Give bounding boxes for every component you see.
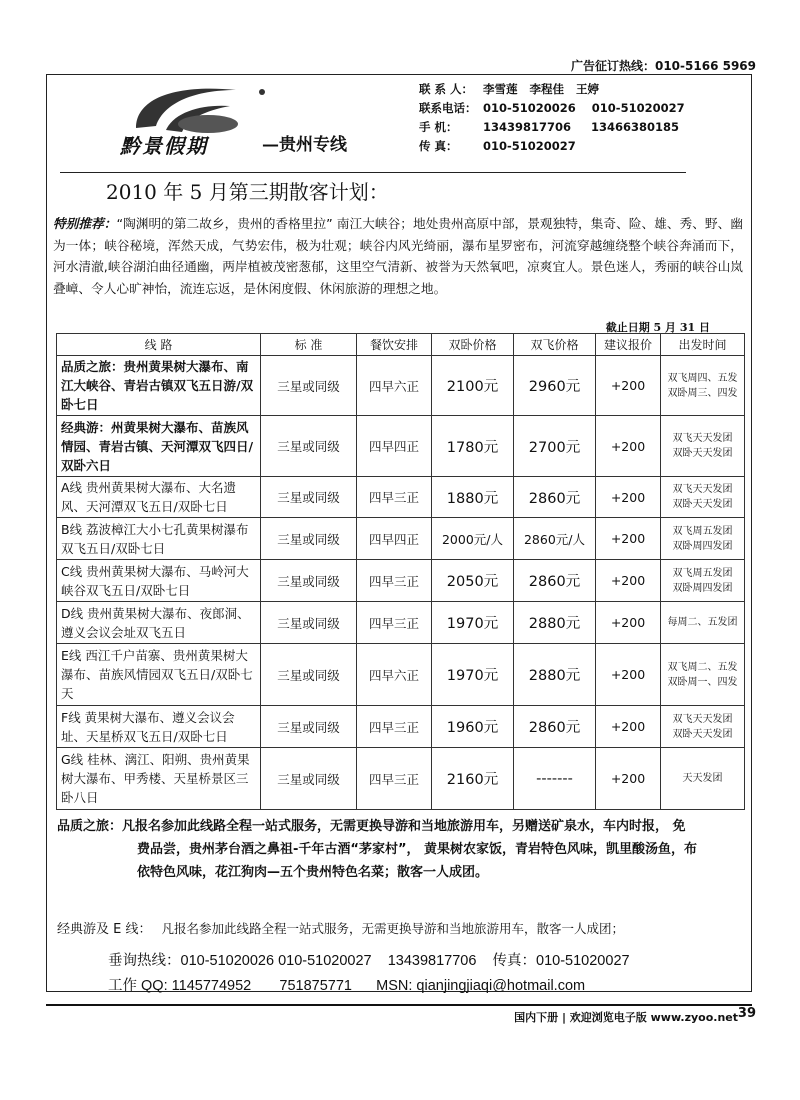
- footer-divider: [46, 1004, 752, 1006]
- route-name: E线 西江千户苗寨、贵州黄果树大瀑布、苗族风情园双飞五日/双卧七天: [57, 644, 261, 706]
- sleeper-price: 2100元: [432, 356, 514, 416]
- sleeper-price: 1880元: [432, 477, 514, 518]
- flight-price: 2700元: [514, 416, 596, 477]
- suggest-price: +200: [596, 477, 661, 518]
- logo-special-line: —贵州专线: [262, 135, 347, 155]
- quality-notes-text: 凡报名参加此线路全程一站式服务，无需更换导游和当地旅游用车，另赠送矿泉水，车内时报， 免费品尝，贵州茅台酒之鼻祖-千年古酒“茅家村”， 黄果树农家饭，青岩特色风味，凯里酸汤鱼，布依特色风味，花江狗肉—五个贵州特色名菜；散客一人成团。: [122, 819, 698, 880]
- meals-cell: 四早六正: [357, 356, 432, 416]
- bottom-contact: [108, 949, 630, 999]
- standard-cell: 三星或同级: [261, 416, 357, 477]
- table-row: [57, 356, 745, 416]
- hotline-line: 垂询热线：010-51020026 010-51020027 13439817706 传真：010-51020027: [108, 953, 630, 969]
- footer-text: 国内下册 | 欢迎浏览电子版 www.zyoo.net: [514, 1011, 738, 1024]
- classic-notes-label: 经典游及 E 线：: [57, 922, 152, 937]
- departure-line: 双飞天天发团: [672, 433, 733, 444]
- meals-cell: 四早四正: [357, 416, 432, 477]
- qq-msn-line: 工作 QQ: 1145774952 751875771 MSN: qianjingjiaqi@hotmail.com: [108, 978, 586, 994]
- logo-mark-icon: [126, 80, 266, 136]
- sleeper-price: 1960元: [432, 706, 514, 748]
- contact-label: 联系电话：: [419, 101, 477, 115]
- header-flight-price: 双飞价格: [514, 334, 596, 356]
- departure-line: 双飞周五发团: [672, 567, 733, 579]
- sleeper-price: 1970元: [432, 602, 514, 644]
- page-title: 2010 年 5 月第三期散客计划：: [106, 180, 389, 204]
- flight-price: 2960元: [514, 356, 596, 416]
- meals-cell: 四早三正: [357, 706, 432, 748]
- departure-cell: [661, 706, 745, 748]
- quality-notes-body: [57, 815, 697, 884]
- meals-cell: 四早六正: [357, 644, 432, 706]
- flight-price: 2860元/人: [514, 518, 596, 560]
- route-name: B线 荔波樟江大小七孔黄果树瀑布双飞五日/双卧七日: [57, 518, 261, 560]
- route-name: D线 贵州黄果树大瀑布、夜郎洞、遵义会议会址双飞五日: [57, 602, 261, 644]
- header-route: 线 路: [57, 334, 261, 356]
- departure-line: 双卧天天发团: [672, 499, 733, 510]
- departure-line: 双飞周二、五发: [667, 661, 738, 673]
- table-row: [57, 477, 745, 518]
- departure-cell: [661, 356, 745, 416]
- table-row: [57, 706, 745, 748]
- sleeper-price: 2050元: [432, 560, 514, 602]
- route-name: A线 贵州黄果树大瀑布、大名遗风、天河潭双飞五日/双卧七日: [57, 477, 261, 518]
- departure-line: 双飞天天发团: [672, 713, 733, 725]
- contact-row: [419, 80, 685, 99]
- suggest-price: +200: [596, 560, 661, 602]
- departure-cell: [661, 602, 745, 644]
- meals-cell: 四早三正: [357, 602, 432, 644]
- contact-row: [419, 137, 685, 156]
- contact-label: 传 真：: [419, 139, 458, 153]
- route-name: F线 黄果树大瀑布、遵义会议会址、天星桥双飞五日/双卧七日: [57, 706, 261, 748]
- departure-line: 双卧周三、四发: [667, 387, 738, 399]
- departure-cell: [661, 416, 745, 477]
- quality-notes: [57, 815, 697, 884]
- meals-cell: 四早四正: [357, 518, 432, 560]
- standard-cell: 三星或同级: [261, 706, 357, 748]
- title-divider: [60, 172, 686, 173]
- standard-cell: 三星或同级: [261, 748, 357, 810]
- suggest-price: +200: [596, 706, 661, 748]
- departure-cell: [661, 518, 745, 560]
- departure-line: 双卧天天发团: [672, 728, 733, 740]
- header-standard: 标 准: [261, 334, 357, 356]
- classic-notes: [57, 918, 624, 937]
- recommend-label: 特别推荐：: [53, 216, 117, 231]
- contact-label: 联 系 人：: [419, 82, 474, 96]
- classic-notes-text: 凡报名参加此线路全程一站式服务，无需更换导游和当地旅游用车，散客一人成团；: [161, 921, 624, 936]
- contact-value: 010-51020026 010-51020027: [483, 101, 685, 115]
- sleeper-price: 1970元: [432, 644, 514, 706]
- table-row: [57, 416, 745, 477]
- departure-line: 双卧天天发团: [672, 448, 733, 459]
- meals-cell: 四早三正: [357, 477, 432, 518]
- route-name: G线 桂林、漓江、阳朔、贵州黄果树大瀑布、甲秀楼、天星桥景区三卧八日: [57, 748, 261, 810]
- contact-row: [419, 99, 685, 118]
- suggest-price: +200: [596, 748, 661, 810]
- sleeper-price: 2000元/人: [432, 518, 514, 560]
- standard-cell: 三星或同级: [261, 560, 357, 602]
- contact-value: 010-51020027: [483, 139, 576, 153]
- contact-label: 手 机：: [419, 120, 458, 134]
- deadline: 截止日期 5 月 31 日: [605, 321, 710, 334]
- flight-price: -------: [514, 748, 596, 810]
- header-suggest-price: 建议报价: [596, 334, 661, 356]
- standard-cell: 三星或同级: [261, 477, 357, 518]
- quality-notes-label: 品质之旅：: [57, 819, 123, 834]
- departure-line: 双飞周四、五发: [667, 372, 738, 384]
- suggest-price: +200: [596, 602, 661, 644]
- contact-row: [419, 118, 685, 137]
- ad-hotline: 广告征订热线：010-5166 5969: [570, 59, 756, 73]
- table-row: [57, 748, 745, 810]
- contact-block: [419, 80, 685, 156]
- route-name: 经典游：州黄果树大瀑布、苗族风情园、青岩古镇、天河潭双飞四日/双卧六日: [57, 416, 261, 477]
- meals-cell: 四早三正: [357, 560, 432, 602]
- flight-price: 2880元: [514, 602, 596, 644]
- departure-line: 双卧周一、四发: [667, 676, 738, 688]
- standard-cell: 三星或同级: [261, 602, 357, 644]
- route-table: [56, 333, 745, 810]
- route-name: 品质之旅：贵州黄果树大瀑布、南江大峡谷、青岩古镇双飞五日游/双卧七日: [57, 356, 261, 416]
- meals-cell: 四早三正: [357, 748, 432, 810]
- departure-line: 双卧周四发团: [672, 540, 733, 552]
- departure-line: 天天发团: [682, 773, 723, 784]
- sleeper-price: 1780元: [432, 416, 514, 477]
- standard-cell: 三星或同级: [261, 644, 357, 706]
- contact-value: 13439817706 13466380185: [483, 120, 680, 134]
- page-number: 39: [737, 1006, 756, 1021]
- table-row: [57, 560, 745, 602]
- table-row: [57, 602, 745, 644]
- departure-line: 双飞周五发团: [672, 525, 733, 537]
- table-row: [57, 644, 745, 706]
- departure-line: 每周二、五发团: [667, 617, 738, 628]
- suggest-price: +200: [596, 644, 661, 706]
- suggest-price: +200: [596, 518, 661, 560]
- logo-name: 黔景假期: [120, 134, 208, 158]
- departure-line: 双卧周四发团: [672, 582, 733, 594]
- suggest-price: +200: [596, 356, 661, 416]
- standard-cell: 三星或同级: [261, 356, 357, 416]
- flight-price: 2860元: [514, 706, 596, 748]
- flight-price: 2860元: [514, 477, 596, 518]
- header-meals: 餐饮安排: [357, 334, 432, 356]
- table-row: [57, 518, 745, 560]
- suggest-price: +200: [596, 416, 661, 477]
- route-name: C线 贵州黄果树大瀑布、马岭河大峡谷双飞五日/双卧七日: [57, 560, 261, 602]
- table-header-row: [57, 334, 745, 356]
- flight-price: 2880元: [514, 644, 596, 706]
- sleeper-price: 2160元: [432, 748, 514, 810]
- flight-price: 2860元: [514, 560, 596, 602]
- departure-cell: [661, 644, 745, 706]
- departure-cell: [661, 560, 745, 602]
- departure-cell: [661, 477, 745, 518]
- header-sleeper-price: 双卧价格: [432, 334, 514, 356]
- standard-cell: 三星或同级: [261, 518, 357, 560]
- departure-cell: [661, 748, 745, 810]
- contact-value: 李雪莲 李程佳 王婷: [483, 82, 600, 96]
- header-departure: 出发时间: [661, 334, 745, 356]
- departure-line: 双飞天天发团: [672, 484, 733, 495]
- recommend-text: “陶渊明的第二故乡，贵州的香格里拉” 南江大峡谷；地处贵州高原中部，景观独特，集奇、险、雄、秀、野、幽为一体；峡谷秘境，浑然天成，气势宏伟，极为壮观；峡谷内风光绮丽，瀑布星罗密布，河流穿越缠绕整个峡谷奔涌而下，河水清澈,峡谷湖泊曲径通幽，两岸植被茂密葱郁，这里空气清新、被誉为天然氧吧，凉爽宜人。景色迷人，秀丽的峡谷山岚叠嶂、令人心旷神怡，流连忘返，是休闲度假、休闲旅游的理想之地。: [53, 216, 744, 296]
- recommend-paragraph: [53, 213, 743, 299]
